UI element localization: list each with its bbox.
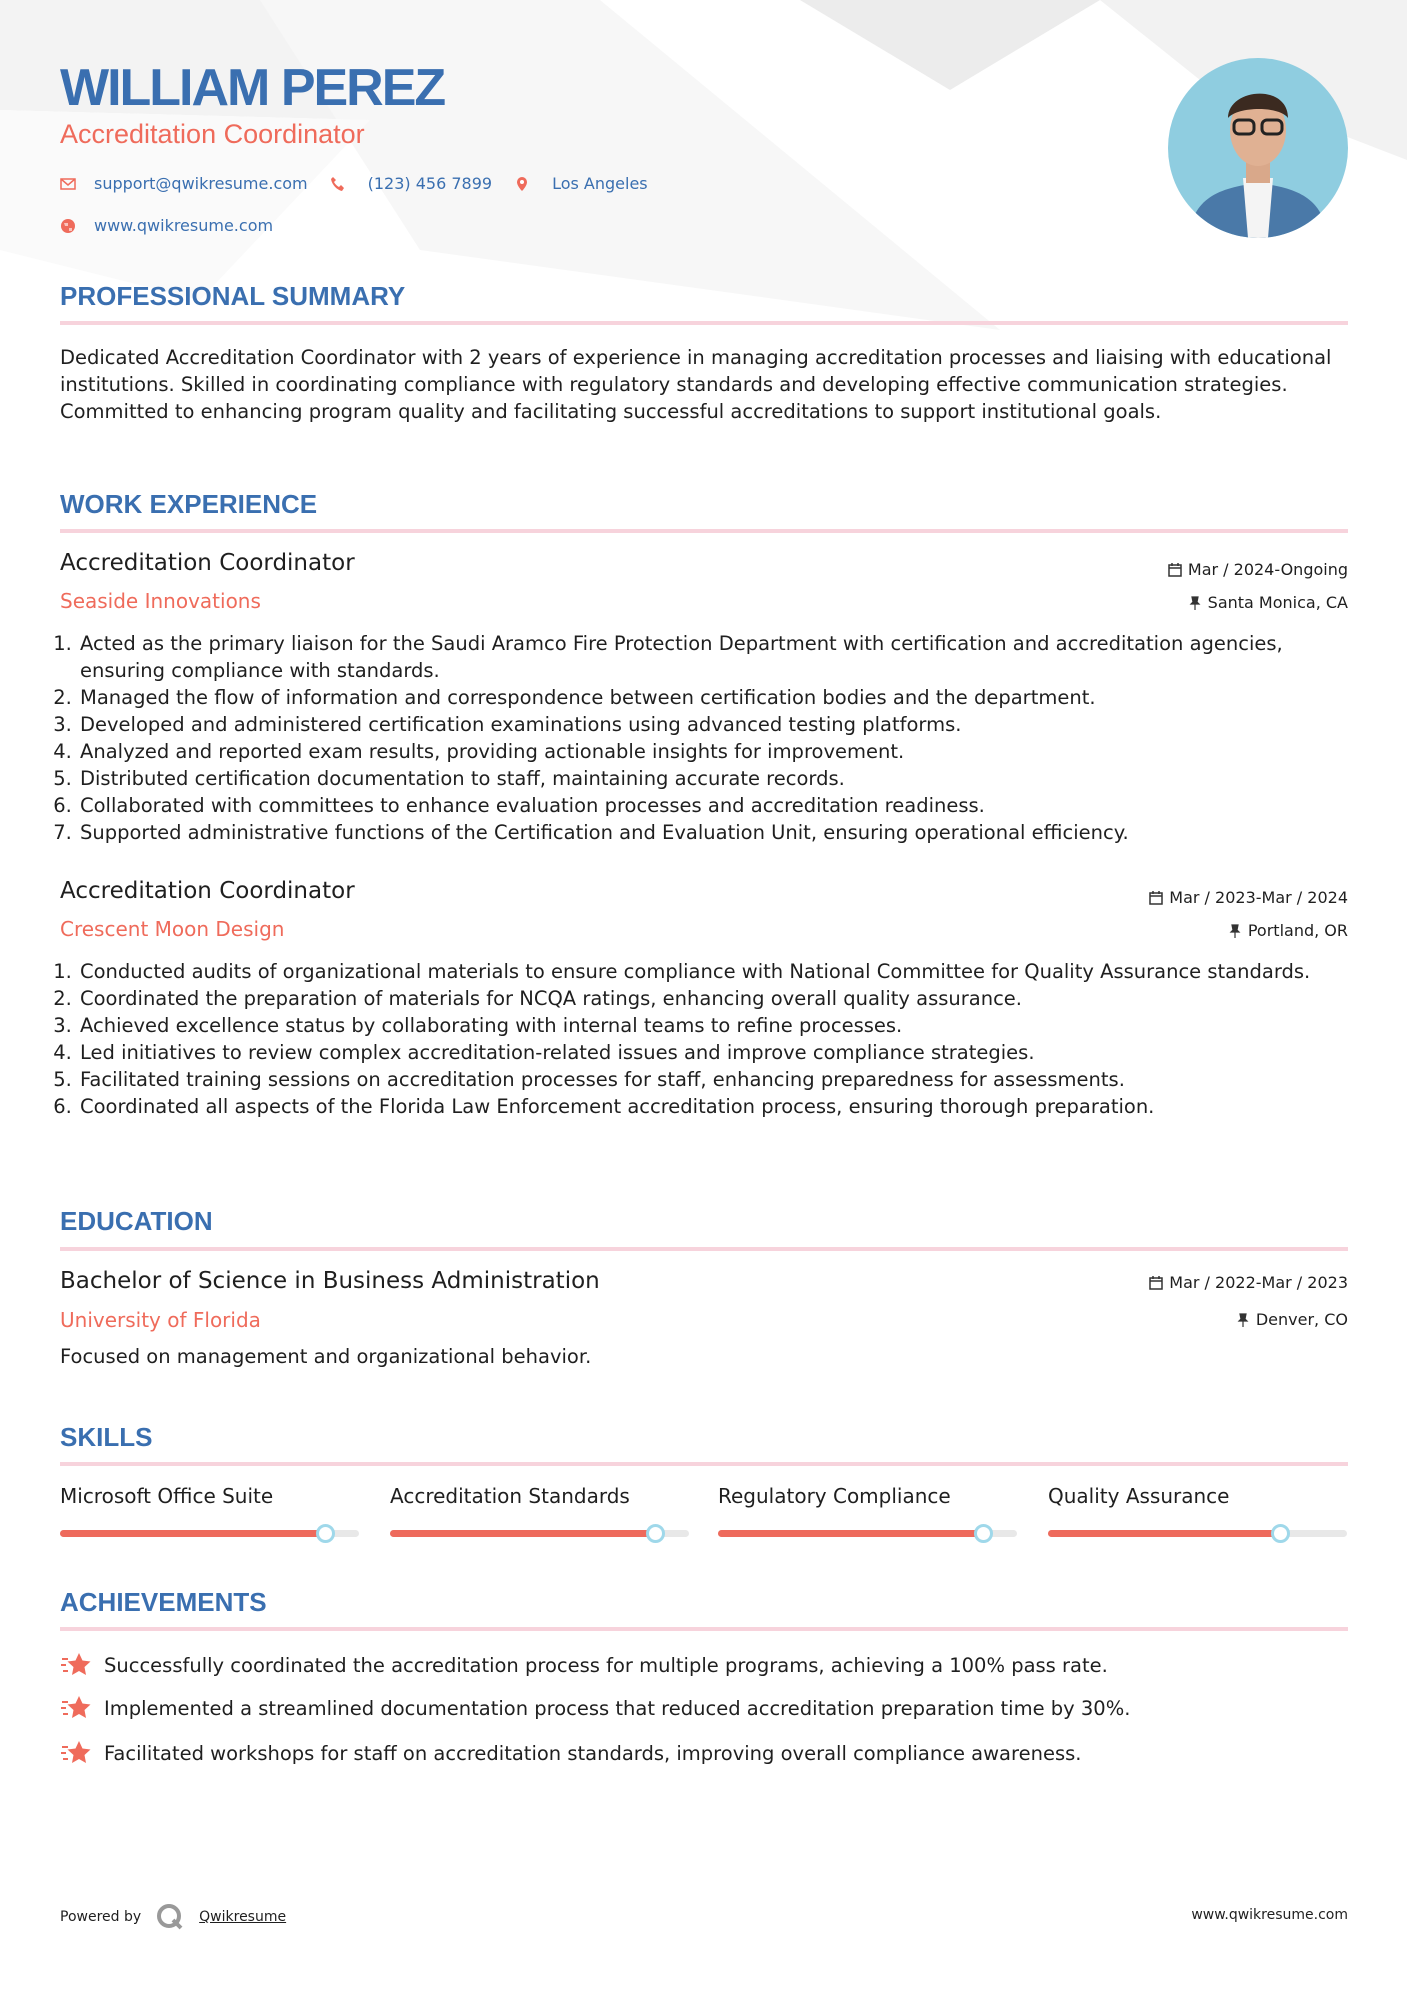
job-title: Accreditation Coordinator [60, 878, 355, 904]
divider [60, 1247, 1348, 1251]
education-description: Focused on management and organizational behavior. [60, 1345, 592, 1368]
candidate-title: Accreditation Coordinator [60, 119, 365, 149]
footer-website[interactable]: www.qwikresume.com [1191, 1907, 1348, 1923]
divider [60, 1627, 1348, 1631]
globe-icon [60, 218, 76, 234]
divider [60, 529, 1348, 533]
email-link[interactable]: support@qwikresume.com [94, 174, 308, 193]
phone-number: (123) 456 7899 [367, 174, 493, 193]
calendar-icon [1149, 1276, 1163, 1290]
job-date: Mar / 2024-Ongoing [1168, 560, 1348, 579]
calendar-icon [1168, 563, 1182, 577]
location: Los Angeles [552, 174, 648, 193]
skill-bar-knob [1271, 1524, 1290, 1543]
education-location: Denver, CO [1236, 1310, 1348, 1329]
email-icon [60, 176, 76, 192]
skill-name: Quality Assurance [1048, 1484, 1230, 1508]
job-duties: 1. Conducted audits of organizational materials to ensure compliance with National Committee for Quality Assurance standards. 2. Coordinated the preparation of materials for NCQA ratings, enhancing overall quality assurance. 3. Achieved excellence status by collaborating with internal teams to refine processes. 4. Led initiatives to review complex accreditation-related issues and improve compliance strategies. 5. Facilitated training sessions on accreditation processes for staff, enhancing preparedness for assessments. 6. Coordinated all aspects of the Florida Law Enforcement accreditation process, ensuring thorough preparation. [60, 958, 1350, 1120]
skill-bar [60, 1530, 359, 1537]
skill-bar [718, 1530, 1017, 1537]
profile-photo [1168, 58, 1348, 238]
pushpin-icon [1188, 596, 1202, 610]
qwikresume-logo-icon [155, 1902, 185, 1932]
phone-icon [330, 176, 346, 192]
candidate-name: WILLIAM PEREZ [60, 59, 445, 117]
skill-bar-knob [646, 1524, 665, 1543]
skill-bar-knob [316, 1524, 335, 1543]
skill-bar-fill [1048, 1530, 1281, 1537]
contact-row [60, 174, 648, 193]
pushpin-icon [1236, 1313, 1250, 1327]
website-link[interactable]: www.qwikresume.com [94, 216, 274, 235]
education-heading: EDUCATION [60, 1206, 213, 1236]
school: University of Florida [60, 1308, 261, 1332]
divider [60, 321, 1348, 325]
qwikresume-link[interactable]: Qwikresume [199, 1909, 287, 1925]
work-heading: WORK EXPERIENCE [60, 489, 318, 519]
achievement-item: Facilitated workshops for staff on accreditation standards, improving overall compliance awareness. [60, 1739, 1081, 1767]
skill-name: Microsoft Office Suite [60, 1484, 274, 1508]
achievement-item: Successfully coordinated the accreditation process for multiple programs, achieving a 100% pass rate. [60, 1651, 1108, 1679]
skill-name: Regulatory Compliance [718, 1484, 951, 1508]
job-date: Mar / 2023-Mar / 2024 [1149, 888, 1348, 907]
calendar-icon [1149, 891, 1163, 905]
education-date: Mar / 2022-Mar / 2023 [1149, 1273, 1348, 1292]
skill-bar-fill [718, 1530, 984, 1537]
job-company: Crescent Moon Design [60, 917, 285, 941]
location-pin-icon [514, 176, 530, 192]
skill-bar-fill [60, 1530, 326, 1537]
skill-bar-knob [974, 1524, 993, 1543]
divider [60, 1462, 1348, 1466]
skill-name: Accreditation Standards [390, 1484, 630, 1508]
star-icon [60, 1651, 92, 1679]
achievements-heading: ACHIEVEMENTS [60, 1587, 267, 1617]
job-location: Portland, OR [1228, 921, 1348, 940]
skill-bar [1048, 1530, 1347, 1537]
degree: Bachelor of Science in Business Administration [60, 1268, 600, 1294]
star-icon [60, 1739, 92, 1767]
skill-bar [390, 1530, 689, 1537]
job-company: Seaside Innovations [60, 589, 261, 613]
summary-heading: PROFESSIONAL SUMMARY [60, 281, 406, 311]
skills-heading: SKILLS [60, 1422, 153, 1452]
website-row [60, 216, 273, 235]
star-icon [60, 1694, 92, 1722]
footer-branding: Powered by Qwikresume [60, 1902, 286, 1932]
achievement-item: Implemented a streamlined documentation process that reduced accreditation preparation time by 30%. [60, 1694, 1130, 1722]
summary-text: Dedicated Accreditation Coordinator with 2 years of experience in managing accreditation processes and liaising with educational institutions. Skilled in coordinating compliance with regulatory standards and developing effective communication strategies. Committed to enhancing program quality and facilitating successful accreditations to support institutional goals. [60, 346, 1332, 423]
job-duties: 1. Acted as the primary liaison for the Saudi Aramco Fire Protection Department with certification and accreditation agencies, ensuring compliance with standards. 2. Managed the flow of information and correspondence between certification bodies and the department. 3. Developed and administered certification examinations using advanced testing platforms. 4. Analyzed and reported exam results, providing actionable insights for improvement. 5. Distributed certification documentation to staff, maintaining accurate records. 6. Collaborated with committees to enhance evaluation processes and accreditation readiness. 7. Supported administrative functions of the Certification and Evaluation Unit, ensuring operational efficiency. [60, 630, 1350, 846]
job-location: Santa Monica, CA [1188, 593, 1348, 612]
pushpin-icon [1228, 924, 1242, 938]
skill-bar-fill [390, 1530, 656, 1537]
job-title: Accreditation Coordinator [60, 550, 355, 576]
